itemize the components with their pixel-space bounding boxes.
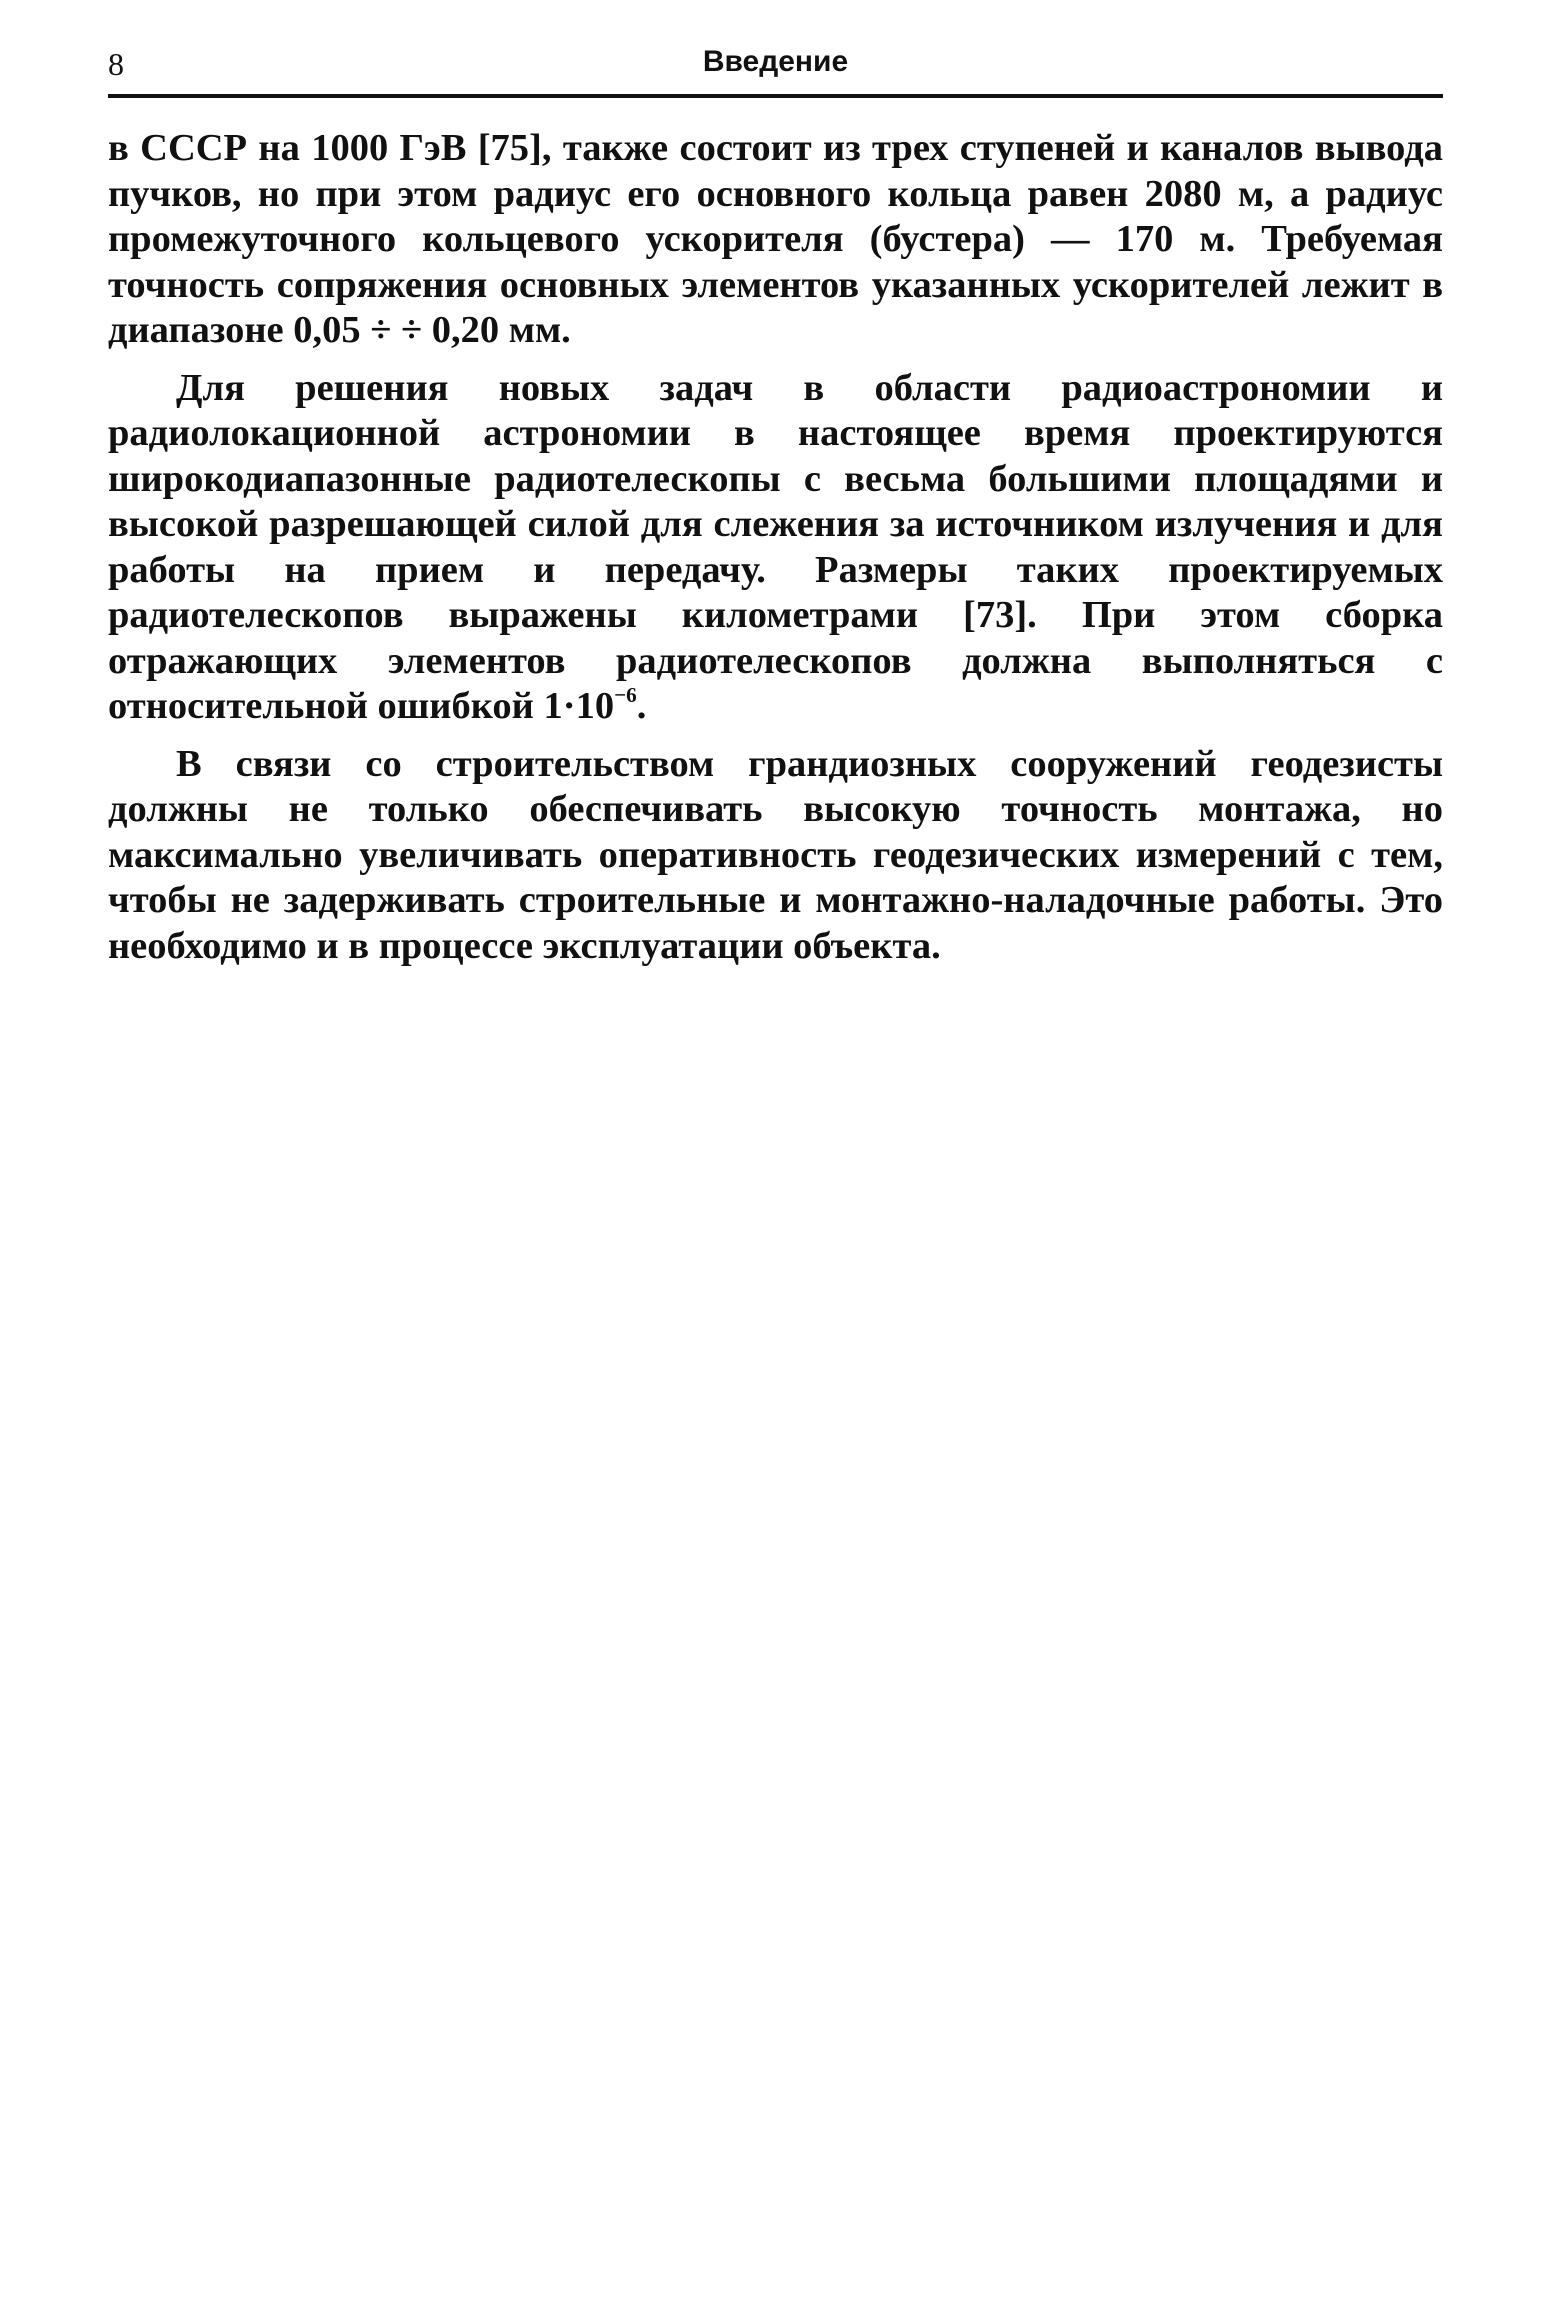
paragraph-3: В связи со строительством грандиозных сооружений геодезисты должны не только обеспечивать высокую точность монтажа, но максимально увеличивать оперативность геодезических измерений с тем, чтобы не задерживать строительные и монтажно-наладочные работы. Это необходимо и в процессе эксплуатации объекта. [108, 742, 1443, 967]
paragraph-2 [108, 366, 1443, 730]
exponent: −6 [614, 683, 637, 708]
running-head [108, 40, 1443, 90]
page-number: 8 [108, 46, 124, 82]
body-text [108, 126, 1443, 969]
header-rule [108, 94, 1443, 98]
paragraph-2-text: Для решения новых задач в области радиоастрономии и радиолокационной астрономии в настоящее время проектируются широкодиапазонные радиотелескопы с весьма большими площадями и высокой разрешающей силой для слежения за источником излучения и для работы на прием и передачу. Размеры таких проектируемых радиотелескопов выражены километрами [73]. При этом сборка отражающих элементов радиотелескопов должна выполняться с относительной ошибкой 1·10 [108, 366, 1443, 727]
paragraph-2-end: . [636, 685, 647, 727]
section-title: Введение [702, 45, 849, 78]
paragraph-1: в СССР на 1000 ГэВ [75], также состоит из трех ступеней и каналов вывода пучков, но при этом радиус его основного кольца равен 2080 м, а радиус промежуточного кольцевого ускорителя (бустера) — 170 м. Требуемая точность сопряжения основных элементов указанных ускорителей лежит в диапазоне 0,05 ÷ ÷ 0,20 мм. [108, 127, 1443, 351]
